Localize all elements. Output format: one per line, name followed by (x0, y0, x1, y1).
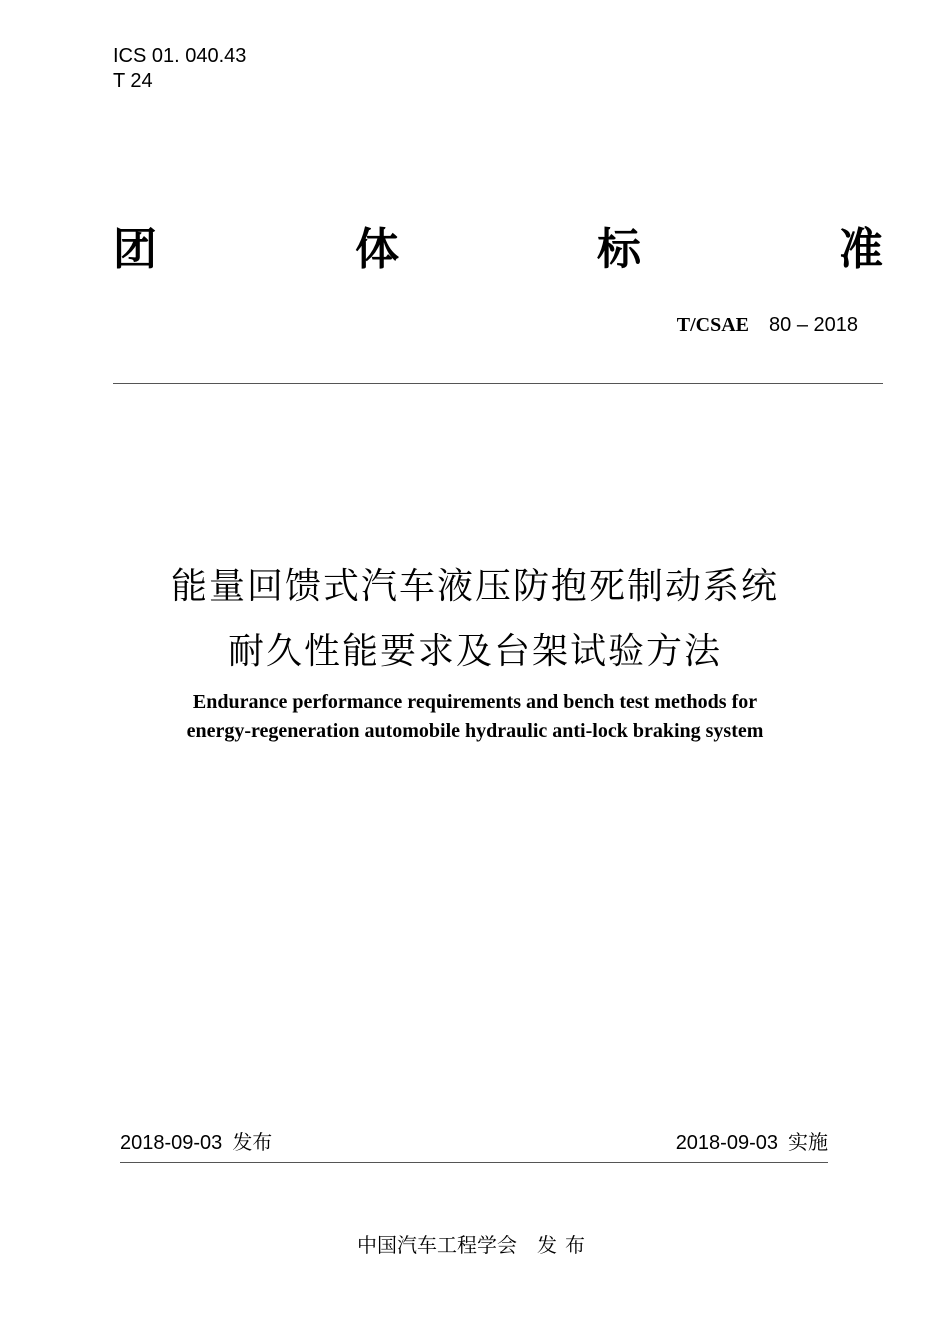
ics-code: ICS 01. 040.43 (113, 45, 247, 67)
publish-date-block (120, 1128, 272, 1157)
standard-number (677, 311, 858, 338)
standard-type-char: 准 (839, 224, 883, 275)
standard-number-year: 80 – 2018 (769, 314, 858, 336)
standard-type-heading (113, 222, 883, 278)
implement-label: 实施 (788, 1130, 828, 1154)
title-en (0, 688, 950, 746)
publish-date: 2018-09-03 (120, 1132, 223, 1154)
implement-date-block (676, 1128, 828, 1157)
standard-type-char: 团 (113, 224, 157, 275)
title-cn-line-1: 能量回馈式汽车液压防抱死制动系统 (170, 566, 779, 607)
title-en-line-2: energy-regeneration automobile hydraulic anti-lock braking system (186, 720, 764, 742)
footer-divider (120, 1162, 828, 1163)
publisher-action: 发布 (537, 1233, 593, 1257)
classification-codes (113, 44, 246, 94)
standard-type-char: 标 (597, 224, 641, 275)
publisher-name: 中国汽车工程学会 (357, 1233, 517, 1257)
publisher-line (0, 1231, 950, 1259)
title-en-line-1: Endurance performance requirements and bench test methods for (192, 691, 758, 713)
ccs-code: T 24 (113, 70, 153, 92)
standard-type-char: 体 (355, 224, 399, 275)
implement-date: 2018-09-03 (675, 1132, 778, 1154)
standard-org-code: T/CSAE (676, 314, 750, 336)
publish-label: 发布 (232, 1130, 273, 1154)
header-divider (113, 383, 883, 384)
title-cn-line-2: 耐久性能要求及台架试验方法 (227, 631, 722, 672)
